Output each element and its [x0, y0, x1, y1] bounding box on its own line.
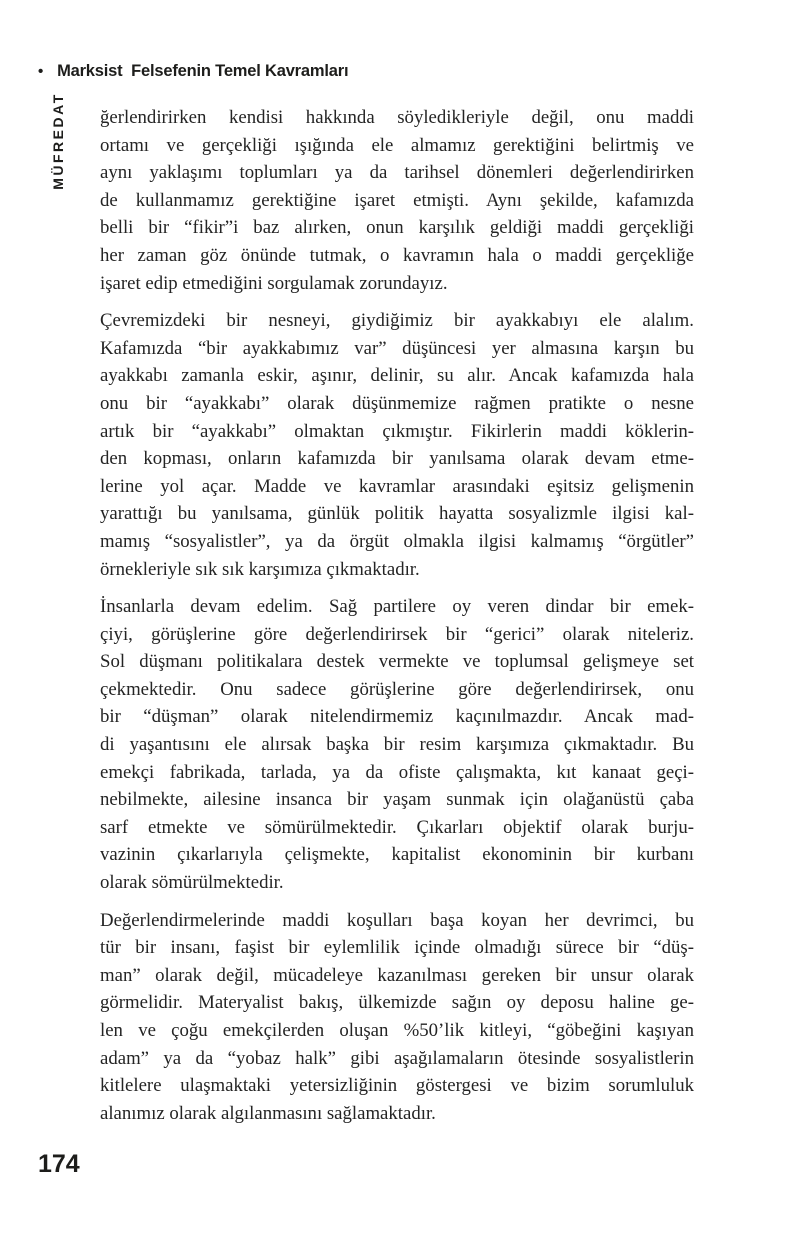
paragraph-2 — [100, 307, 694, 583]
text-line: Sol düşmanı politikalara destek vermekte ve toplumsal gelişmeye set — [100, 651, 694, 673]
text-line: görmelidir. Materyalist bakış, ülkemizde sağın oy deposu haline ge- — [100, 992, 694, 1014]
chapter-header — [38, 62, 348, 81]
text-line: örnekleriyle sık sık karşımıza çıkmaktadır. — [100, 558, 420, 580]
text-line: onu bir “ayakkabı” olarak düşünmemize rağmen pratikte o nesne — [100, 392, 694, 414]
chapter-title: Marksist Felsefenin Temel Kavramları — [57, 62, 349, 80]
paragraph-4 — [100, 907, 694, 1128]
text-line: den kopması, onların kafamızda bir yanılsama olarak devam etme- — [100, 448, 694, 470]
margin-label-mufredat: MÜFREDAT — [50, 92, 66, 190]
text-line: ğerlendirirken kendisi hakkında söyledikleriyle değil, onu maddi — [100, 107, 694, 128]
body-text — [100, 104, 694, 1127]
text-line: ortamı ve gerçekliği ışığında ele almamız gerektiğini belirtmiş ve — [100, 134, 694, 156]
text-line: adam” ya da “yobaz halk” gibi aşağılamaların ötesinde sosyalistlerin — [100, 1047, 694, 1069]
text-line: İnsanlarla devam edelim. Sağ partilere oy veren dindar bir emek- — [100, 596, 694, 618]
text-line: ayakkabı zamanla eskir, aşınır, delinir, su alır. Ancak kafamızda hala — [100, 365, 694, 387]
text-line: nebilmekte, ailesine insanca bir yaşam sunmak için olağanüstü çaba — [100, 789, 694, 811]
text-line: alanımız olarak algılanmasını sağlamaktadır. — [100, 1102, 436, 1124]
text-line: len ve çoğu emekçilerden oluşan %50’lik kitleyi, “göbeğini kaşıyan — [100, 1020, 694, 1041]
text-line: her zaman göz önünde tutmak, o kavramın hala o maddi gerçekliğe — [100, 244, 694, 266]
text-line: tür bir insanı, faşist bir eylemlilik içinde olmadığı sürece bir “düş- — [100, 937, 694, 959]
text-line: di yaşantısını ele alırsak başka bir resim karşımıza çıkmaktadır. Bu — [100, 734, 694, 756]
text-line: Değerlendirmelerinde maddi koşulları başa koyan her devrimci, bu — [100, 909, 694, 931]
text-line: mamış “sosyalistler”, ya da örgüt olmakla ilgisi kalmamış “örgütler” — [100, 530, 694, 552]
text-line: işaret edip etmediğini sorgulamak zorundayız. — [100, 272, 448, 294]
text-line: kitlelere ulaşmaktaki yetersizliğinin göstergesi ve bizim sorumluluk — [100, 1075, 694, 1097]
text-line: sarf etmekte ve sömürülmektedir. Çıkarları objektif olarak burju- — [100, 816, 694, 838]
paragraph-1 — [100, 104, 694, 297]
text-line: Kafamızda “bir ayakkabımız var” düşüncesi yer almasına karşın bu — [100, 337, 694, 359]
paragraph-3 — [100, 593, 694, 897]
bullet-icon: • — [38, 63, 44, 80]
text-line: çekmektedir. Onu sadece görüşlerine göre değerlendirirsek, onu — [100, 678, 694, 700]
text-line: olarak sömürülmektedir. — [100, 872, 284, 894]
text-line: lerine yol açar. Madde ve kavramlar arasındaki eşitsiz gelişmenin — [100, 475, 694, 497]
text-line: bir “düşman” olarak nitelendirmemiz kaçınılmazdır. Ancak mad- — [100, 706, 694, 728]
text-line: çiyi, görüşlerine göre değerlendirirsek bir “gerici” olarak niteleriz. — [100, 623, 694, 645]
text-line: man” olarak değil, mücadeleye kazanılması gereken bir unsur olarak — [100, 964, 694, 986]
text-line: artık bir “ayakkabı” olmaktan çıkmıştır. Fikirlerin maddi köklerin- — [100, 420, 694, 442]
text-line: aynı yaklaşımı toplumları ya da tarihsel dönemleri değerlendirirken — [100, 162, 694, 184]
text-line: Çevremizdeki bir nesneyi, giydiğimiz bir ayakkabıyı ele alalım. — [100, 310, 694, 332]
text-line: belli bir “fikir”i baz alırken, onun karşılık geldiği maddi gerçekliği — [100, 217, 694, 239]
text-line: emekçi fabrikada, tarlada, ya da ofiste çalışmakta, kıt kanaat geçi- — [100, 761, 694, 783]
text-line: de kullanmamız gerektiğine işaret etmişti. Aynı şekilde, kafamızda — [100, 189, 694, 211]
text-line: vazinin çıkarlarıyla çelişmekte, kapitalist ekonominin bir kurbanı — [100, 844, 694, 866]
text-line: yarattığı bu yanılsama, günlük politik hayatta sosyalizmle ilgisi kal- — [100, 503, 694, 525]
page-number: 174 — [38, 1150, 80, 1178]
